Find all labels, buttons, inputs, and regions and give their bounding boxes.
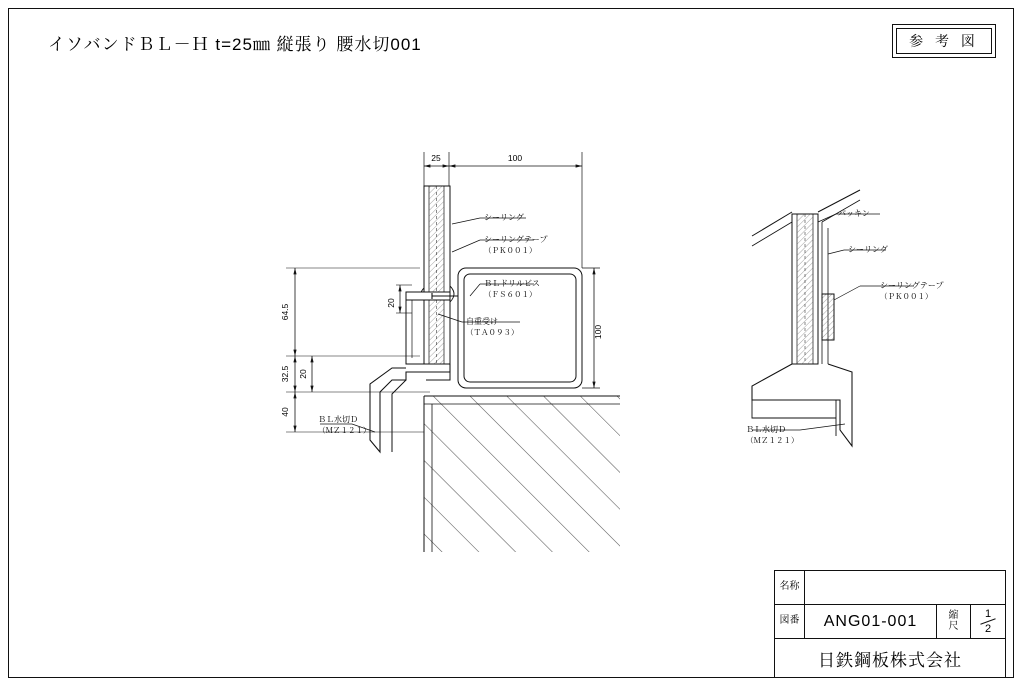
title-block-drawing-row — [775, 605, 1005, 639]
name-value — [805, 571, 1005, 604]
dim-top-100: 100 — [507, 153, 523, 163]
dim-left-40: 40 — [280, 407, 290, 417]
reference-stamp-label: 参 考 図 — [896, 28, 992, 54]
dim-right-100: 100 — [593, 324, 603, 340]
callout-sealing-tape: シーリングテープ （ＰＫ００１） — [484, 235, 548, 255]
page-title: イソバンドＢＬ－Ｈ t=25㎜ 縦張り 腰水切001 — [48, 35, 422, 54]
company-name: 日鉄鋼板株式会社 — [818, 651, 962, 670]
dim-left-64-5: 64.5 — [280, 303, 290, 321]
dim-inner-20-upper: 20 — [386, 298, 396, 308]
drawing-number-label: 図 番 — [775, 605, 805, 638]
dim-left-32-5: 32.5 — [280, 365, 290, 383]
callout-sealing: シーリング — [484, 213, 524, 222]
callout-sealing-tape-right: シーリングテープ （ＰＫ００１） — [880, 281, 944, 301]
title-block-name-row — [775, 571, 1005, 605]
scale-label: 縮 尺 — [937, 605, 971, 638]
title-block — [774, 570, 1006, 678]
dim-inner-20-lower: 20 — [298, 369, 308, 379]
left-detail-drawing — [286, 152, 620, 552]
title-block-company-row — [775, 639, 1005, 678]
callout-packing: パッキン — [838, 209, 870, 218]
callout-self-weight-support: 自重受け （ＴＡ０９３） — [466, 317, 519, 337]
right-detail-drawing — [752, 190, 914, 446]
callout-sealing-right: シーリング — [848, 245, 888, 254]
drawing-number-value: ANG01-001 — [805, 605, 937, 638]
scale-value: 1 2 — [971, 605, 1005, 638]
dim-top-25: 25 — [431, 153, 441, 163]
name-label: 名 称 — [775, 571, 805, 604]
callout-bl-water-cutoff-right: ＢＬ水切Ｄ （ＭＺ１２１） — [746, 425, 799, 445]
callout-bl-water-cutoff-left: ＢＬ水切Ｄ （ＭＺ１２１） — [318, 415, 371, 435]
callout-bl-drill-screw: ＢＬドリルビス （ＦＳ６０１） — [484, 279, 540, 299]
